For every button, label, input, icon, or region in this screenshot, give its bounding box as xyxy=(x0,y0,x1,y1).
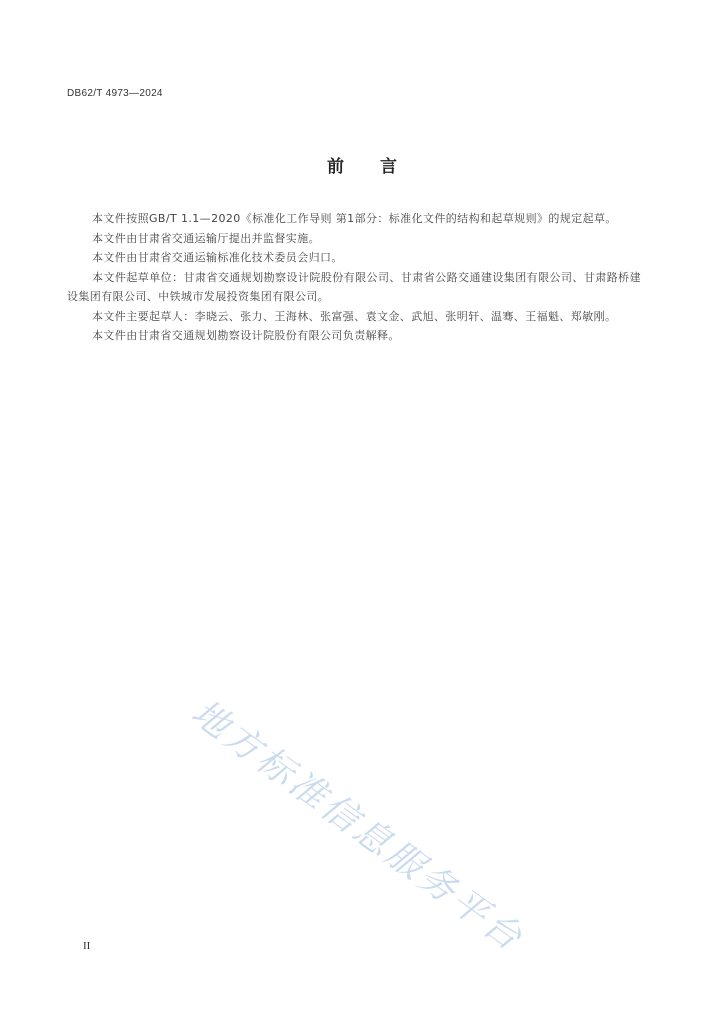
paragraph-proposer: 本文件由甘肃省交通运输厅提出并监督实施。 xyxy=(92,231,320,245)
watermark: 地方标准信息服务平台 xyxy=(183,692,532,961)
paragraph-technical-committee: 本文件由甘肃省交通运输标准化技术委员会归口。 xyxy=(92,251,343,264)
foreword-body xyxy=(67,209,641,346)
document-code: DB62/T 4973—2024 xyxy=(67,88,163,99)
paragraph-drafting-rules: 本文件按照GB/T 1.1—2020《标准化工作导则 第1部分：标准化文件的结构和起草规则》的规定起草。 xyxy=(92,212,617,225)
paragraph-interpretation: 本文件由甘肃省交通规划勘察设计院股份有限公司负责解释。 xyxy=(92,329,400,342)
paragraph-drafting-units: 本文件起草单位：甘肃省交通规划勘察设计院股份有限公司、甘肃省公路交通建设集团有限公司、甘肃路桥建设集团有限公司、中铁城市发展投资集团有限公司。 xyxy=(67,270,641,303)
paragraph-main-drafters: 本文件主要起草人：李晓云、张力、王海林、张富强、袁文金、武旭、张明轩、温骞、王福魁、郑敏刚。 xyxy=(92,309,617,323)
page-number: II xyxy=(83,940,91,952)
foreword-title: 前言 xyxy=(327,157,433,177)
